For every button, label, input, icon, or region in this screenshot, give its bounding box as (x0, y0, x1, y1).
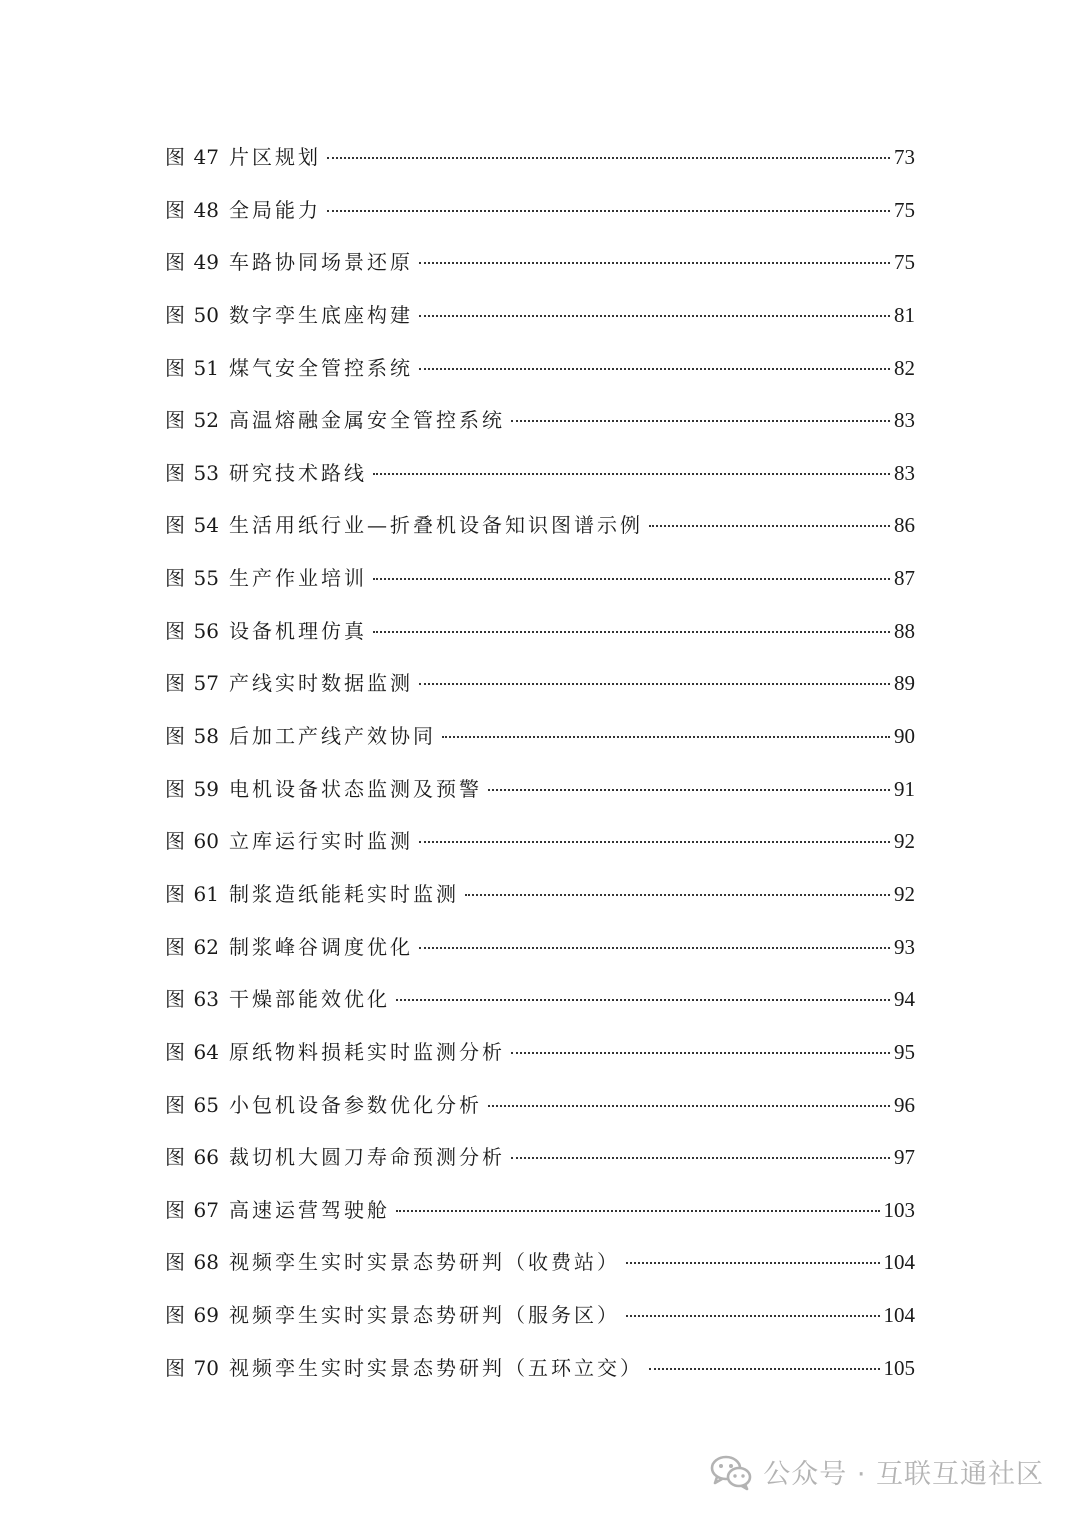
figure-title: 裁切机大圆刀寿命预测分析 (228, 1145, 505, 1170)
figure-prefix: 图 (165, 724, 186, 749)
figure-number: 51 (193, 355, 219, 380)
figure-title: 研究技术路线 (228, 460, 367, 485)
figure-number: 58 (193, 724, 219, 749)
wechat-icon (709, 1453, 753, 1491)
figure-prefix: 图 (165, 566, 186, 591)
figure-title: 片区规划 (228, 145, 321, 169)
toc-entry[interactable] (165, 973, 915, 1026)
dot-leader (396, 999, 890, 1001)
figure-title: 后加工产线产效协同 (228, 724, 436, 749)
figure-title: 视频孪生实时实景态势研判（收费站） (228, 1250, 620, 1275)
figure-prefix: 图 (165, 302, 186, 327)
figure-number: 63 (193, 987, 219, 1012)
toc-entry[interactable] (165, 710, 915, 763)
toc-entry[interactable] (165, 289, 915, 342)
dot-leader (488, 789, 890, 791)
figure-number: 60 (193, 829, 219, 854)
figure-title: 高速运营驾驶舱 (228, 1197, 390, 1222)
figure-title: 生产作业培训 (228, 566, 367, 591)
page-number: 97 (894, 1145, 915, 1170)
page-number: 87 (894, 566, 915, 591)
figure-prefix: 图 (165, 618, 186, 643)
figure-prefix: 图 (165, 934, 186, 959)
toc-entry[interactable] (165, 763, 915, 816)
dot-leader (419, 368, 890, 370)
figure-title: 数字孪生底座构建 (228, 302, 413, 327)
figure-title: 生活用纸行业—折叠机设备知识图谱示例 (228, 513, 643, 538)
figure-title: 煤气安全管控系统 (228, 355, 413, 380)
figure-title: 原纸物料损耗实时监测分析 (228, 1039, 505, 1064)
page-number: 96 (894, 1092, 915, 1117)
figure-number: 69 (193, 1303, 219, 1328)
toc-entry[interactable] (165, 1079, 915, 1132)
dot-leader (488, 1105, 890, 1107)
toc-entry[interactable] (165, 447, 915, 500)
figure-list (165, 131, 915, 1394)
page-number: 103 (883, 1197, 915, 1222)
dot-leader (465, 894, 890, 896)
dot-leader (442, 736, 890, 738)
figure-prefix: 图 (165, 408, 186, 433)
figure-prefix: 图 (165, 671, 186, 696)
figure-number: 68 (193, 1250, 219, 1275)
figure-title: 视频孪生实时实景态势研判（五环立交） (228, 1355, 643, 1380)
page-number: 95 (894, 1039, 915, 1064)
figure-prefix: 图 (165, 513, 186, 538)
figure-number: 64 (193, 1039, 219, 1064)
dot-leader (626, 1315, 880, 1317)
figure-title: 设备机理仿真 (228, 618, 367, 643)
page-number: 104 (883, 1250, 915, 1275)
toc-entry[interactable] (165, 815, 915, 868)
figure-prefix: 图 (165, 1039, 186, 1064)
page-number: 90 (894, 724, 915, 749)
page-number: 83 (894, 460, 915, 485)
toc-entry[interactable] (165, 342, 915, 395)
figure-prefix: 图 (165, 1303, 186, 1328)
figure-number: 65 (193, 1092, 219, 1117)
page-number: 75 (894, 250, 915, 275)
toc-entry[interactable] (165, 131, 915, 184)
dot-leader (511, 1157, 890, 1159)
dot-leader (373, 578, 890, 580)
page-number: 105 (883, 1355, 915, 1380)
watermark-text: 公众号 · 互联互通社区 (763, 1459, 1044, 1490)
figure-title: 干燥部能效优化 (228, 987, 390, 1012)
figure-number: 59 (193, 776, 219, 801)
page-number: 81 (894, 302, 915, 327)
dot-leader (419, 841, 890, 843)
dot-leader (396, 1210, 880, 1212)
dot-leader (419, 683, 890, 685)
figure-prefix: 图 (165, 355, 186, 380)
toc-entry[interactable] (165, 1289, 915, 1342)
page-number: 73 (894, 145, 915, 169)
figure-prefix: 图 (165, 829, 186, 854)
figure-number: 50 (193, 302, 219, 327)
dot-leader (626, 1262, 880, 1264)
watermark (709, 1452, 1044, 1491)
page-number: 93 (894, 934, 915, 959)
toc-entry[interactable] (165, 1026, 915, 1079)
figure-number: 55 (193, 566, 219, 591)
figure-prefix: 图 (165, 197, 186, 222)
figure-prefix: 图 (165, 881, 186, 906)
dot-leader (373, 631, 890, 633)
page-number: 82 (894, 355, 915, 380)
toc-entry[interactable] (165, 868, 915, 921)
figure-number: 70 (193, 1355, 219, 1380)
toc-entry[interactable] (165, 236, 915, 289)
toc-entry[interactable] (165, 552, 915, 605)
figure-prefix: 图 (165, 1197, 186, 1222)
dot-leader (649, 1368, 880, 1370)
dot-leader (327, 210, 890, 212)
page-number: 88 (894, 618, 915, 643)
dot-leader (419, 262, 890, 264)
figure-title: 制浆造纸能耗实时监测 (228, 881, 459, 906)
dot-leader (511, 420, 890, 422)
figure-title: 电机设备状态监测及预警 (228, 776, 482, 801)
figure-prefix: 图 (165, 460, 186, 485)
toc-entry[interactable] (165, 921, 915, 974)
figure-prefix: 图 (165, 250, 186, 275)
figure-prefix: 图 (165, 1355, 186, 1380)
page-number: 83 (894, 408, 915, 433)
toc-entry[interactable] (165, 605, 915, 658)
page-number: 104 (883, 1303, 915, 1328)
figure-number: 66 (193, 1145, 219, 1170)
figure-prefix: 图 (165, 1145, 186, 1170)
figure-prefix: 图 (165, 987, 186, 1012)
figure-title: 产线实时数据监测 (228, 671, 413, 696)
figure-prefix: 图 (165, 1092, 186, 1117)
toc-entry[interactable] (165, 394, 915, 447)
figure-title: 立库运行实时监测 (228, 829, 413, 854)
figure-number: 48 (193, 197, 219, 222)
toc-entry[interactable] (165, 1131, 915, 1184)
figure-number: 67 (193, 1197, 219, 1222)
toc-entry[interactable] (165, 1342, 915, 1395)
figure-title: 制浆峰谷调度优化 (228, 934, 413, 959)
figure-prefix: 图 (165, 145, 186, 169)
figure-number: 57 (193, 671, 219, 696)
dot-leader (649, 525, 890, 527)
toc-entry[interactable] (165, 1236, 915, 1289)
page-number: 89 (894, 671, 915, 696)
page-number: 92 (894, 829, 915, 854)
figure-number: 53 (193, 460, 219, 485)
figure-number: 47 (193, 145, 219, 169)
figure-title: 高温熔融金属安全管控系统 (228, 408, 505, 433)
page-number: 92 (894, 881, 915, 906)
dot-leader (419, 947, 890, 949)
figure-number: 52 (193, 408, 219, 433)
figure-title: 小包机设备参数优化分析 (228, 1092, 482, 1117)
figure-title: 视频孪生实时实景态势研判（服务区） (228, 1303, 620, 1328)
page-number: 94 (894, 987, 915, 1012)
toc-entry[interactable] (165, 1184, 915, 1237)
figure-number: 54 (193, 513, 219, 538)
figure-prefix: 图 (165, 1250, 186, 1275)
toc-entry[interactable] (165, 499, 915, 552)
toc-entry[interactable] (165, 657, 915, 710)
page-number: 75 (894, 197, 915, 222)
dot-leader (419, 315, 890, 317)
dot-leader (373, 473, 890, 475)
dot-leader (327, 157, 890, 159)
figure-title: 全局能力 (228, 197, 321, 222)
page-number: 91 (894, 776, 915, 801)
toc-entry[interactable] (165, 184, 915, 237)
figure-prefix: 图 (165, 776, 186, 801)
figure-title: 车路协同场景还原 (228, 250, 413, 275)
figure-number: 61 (193, 881, 219, 906)
figure-number: 62 (193, 934, 219, 959)
figure-number: 49 (193, 250, 219, 275)
page-number: 86 (894, 513, 915, 538)
dot-leader (511, 1052, 890, 1054)
figure-number: 56 (193, 618, 219, 643)
